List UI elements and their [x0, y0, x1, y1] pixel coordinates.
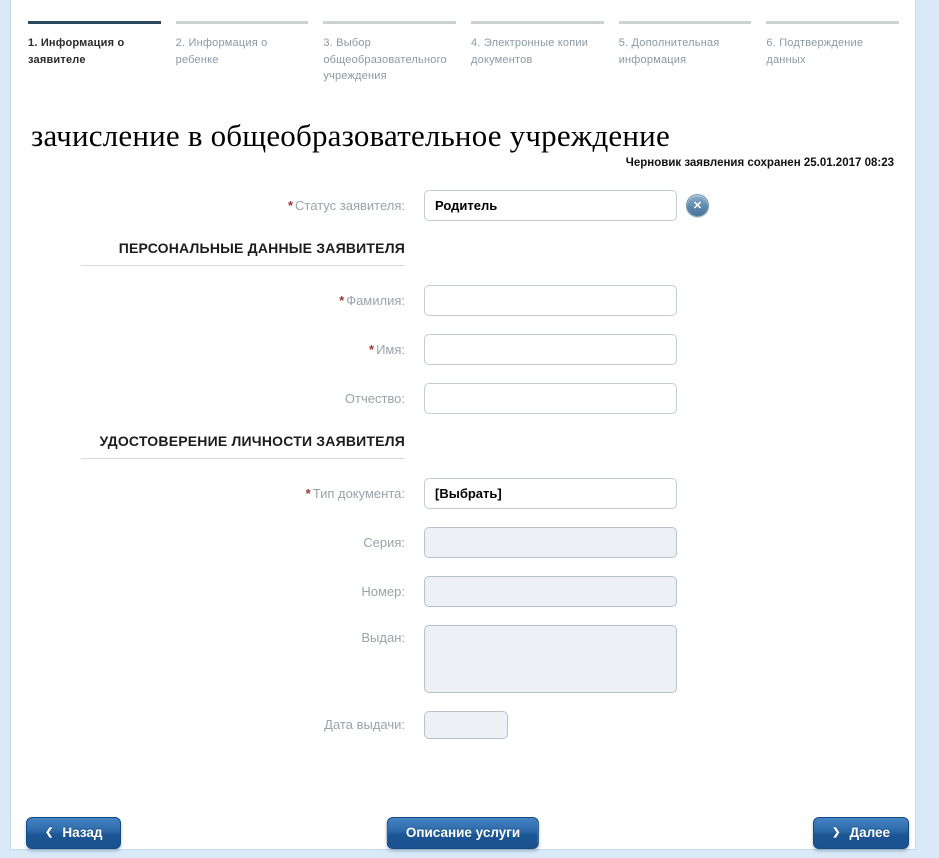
required-asterisk: * — [369, 341, 375, 357]
field-row-patronymic — [11, 383, 915, 414]
chevron-right-icon: ❯ — [832, 826, 841, 838]
tab-label: 2. Информация о ребенке — [175, 37, 268, 66]
required-asterisk: * — [339, 292, 345, 308]
service-description-button[interactable] — [387, 817, 539, 849]
label-text: Дата выдачи: — [324, 717, 405, 732]
tab-label: 6. Подтверждение данных — [766, 37, 864, 66]
patronymic-label — [11, 391, 405, 406]
document-type-label — [11, 486, 405, 501]
back-button-label: Назад — [62, 825, 103, 840]
field-row-applicant-status — [11, 190, 915, 221]
tab-progress-line — [766, 21, 899, 24]
label-text: Фамилия: — [346, 292, 405, 308]
label-text: Имя: — [376, 341, 405, 357]
tab-step-4-document-copies[interactable] — [471, 21, 604, 85]
tab-label: 5. Дополнительная информация — [618, 37, 720, 66]
next-button-label: Далее — [849, 825, 890, 840]
personal-data-section-heading: ПЕРСОНАЛЬНЫЕ ДАННЫЕ ЗАЯВИТЕЛЯ — [81, 240, 405, 266]
surname-label — [11, 293, 405, 308]
chevron-left-icon: ❮ — [45, 826, 54, 838]
tab-progress-line — [176, 21, 309, 24]
field-row-document-type — [11, 478, 915, 509]
page-title: зачисление в общеобразовательное учреждение — [31, 117, 670, 153]
tab-progress-line — [619, 21, 752, 24]
issued-by-textarea — [424, 625, 677, 693]
service-description-label: Описание услуги — [405, 825, 521, 840]
label-text: Тип документа: — [312, 485, 405, 501]
tab-label: 1. Информация о заявителе — [28, 37, 125, 66]
patronymic-input[interactable] — [424, 383, 677, 414]
number-input — [424, 576, 677, 607]
label-text: Серия: — [363, 534, 405, 550]
label-text: Выдан: — [361, 629, 405, 645]
applicant-status-control — [424, 190, 709, 221]
tab-label: 3. Выбор общеобразовательного учреждения — [323, 37, 447, 82]
step-tabs — [11, 0, 915, 85]
label-text: Статус заявителя: — [295, 197, 405, 213]
next-button[interactable] — [813, 817, 909, 849]
firstname-input[interactable] — [424, 334, 677, 365]
applicant-form — [11, 190, 915, 739]
required-asterisk: * — [305, 485, 311, 501]
form-navigation-footer — [11, 817, 915, 849]
issue-date-input — [424, 711, 508, 739]
draft-saved-status: Черновик заявления сохранен 25.01.2017 08:23 — [625, 156, 894, 169]
tab-progress-line — [28, 21, 161, 24]
series-label — [11, 535, 405, 550]
series-input — [424, 527, 677, 558]
document-type-input[interactable] — [424, 478, 677, 509]
firstname-label — [11, 342, 405, 357]
field-row-firstname — [11, 334, 915, 365]
tab-progress-line — [471, 21, 604, 24]
issue-date-label — [11, 717, 405, 732]
surname-input[interactable] — [424, 285, 677, 316]
applicant-status-label — [11, 198, 405, 213]
field-row-issued-by — [11, 625, 915, 693]
required-asterisk: * — [287, 197, 294, 213]
label-text: Номер: — [361, 583, 405, 599]
tab-step-5-additional-info[interactable] — [619, 21, 752, 85]
field-row-series — [11, 527, 915, 558]
issued-by-label — [11, 625, 405, 645]
label-text: Отчество: — [344, 390, 405, 406]
clear-status-icon[interactable]: ✕ — [686, 194, 709, 217]
tab-progress-line — [323, 21, 456, 24]
tab-label: 4. Электронные копии документов — [471, 37, 589, 66]
identity-document-section-heading: УДОСТОВЕРЕНИЕ ЛИЧНОСТИ ЗАЯВИТЕЛЯ — [81, 433, 405, 459]
tab-step-6-data-confirmation[interactable] — [766, 21, 899, 85]
tab-step-1-applicant-info[interactable] — [28, 21, 161, 85]
field-row-surname — [11, 285, 915, 316]
number-label — [11, 584, 405, 599]
application-form-panel — [10, 0, 916, 850]
tab-step-2-child-info[interactable] — [176, 21, 309, 85]
applicant-status-input[interactable] — [424, 190, 677, 221]
back-button[interactable] — [26, 817, 121, 849]
field-row-issue-date — [11, 711, 915, 739]
tab-step-3-school-choice[interactable] — [323, 21, 456, 85]
field-row-number — [11, 576, 915, 607]
